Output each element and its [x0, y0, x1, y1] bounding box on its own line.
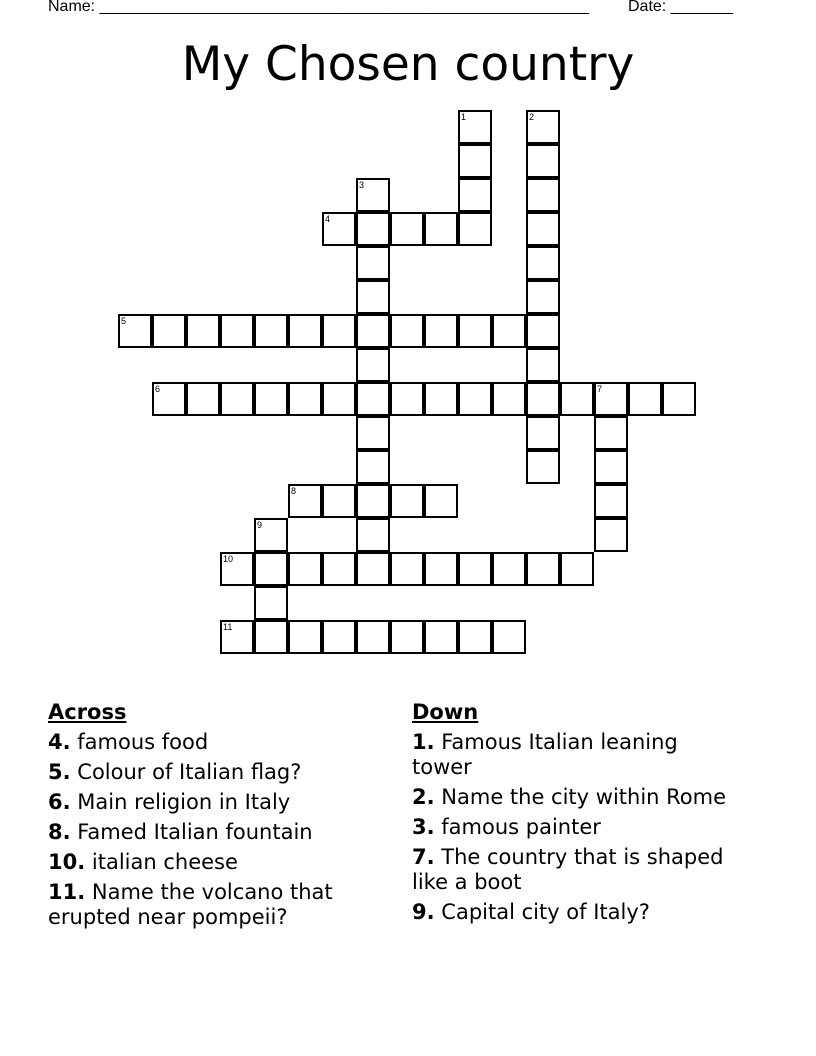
clue-text: The country that is shaped like a boot	[412, 845, 724, 894]
crossword-cell[interactable]	[458, 382, 492, 416]
crossword-cell[interactable]	[560, 552, 594, 586]
crossword-cell[interactable]	[322, 620, 356, 654]
crossword-cell[interactable]	[526, 314, 560, 348]
crossword-cell[interactable]	[458, 314, 492, 348]
crossword-cell[interactable]	[458, 552, 492, 586]
cell-number: 9	[257, 520, 263, 530]
crossword-cell[interactable]	[322, 484, 356, 518]
crossword-cell[interactable]	[152, 314, 186, 348]
clue-text: Name the city within Rome	[441, 785, 727, 809]
clue-across-8	[48, 820, 378, 845]
crossword-cell[interactable]	[424, 212, 458, 246]
clue-number: 9.	[412, 900, 435, 924]
crossword-cell[interactable]	[492, 620, 526, 654]
crossword-cell[interactable]	[356, 280, 390, 314]
clue-number: 5.	[48, 760, 71, 784]
clue-text: italian cheese	[91, 850, 238, 874]
crossword-cell[interactable]	[288, 620, 322, 654]
crossword-cell[interactable]	[220, 620, 254, 654]
crossword-cell[interactable]	[424, 382, 458, 416]
crossword-cell[interactable]	[356, 518, 390, 552]
down-clues	[412, 700, 742, 930]
cell-number: 1	[461, 112, 467, 122]
crossword-cell[interactable]	[594, 416, 628, 450]
down-heading: Down	[412, 700, 479, 724]
clue-across-11	[48, 880, 378, 930]
crossword-cell[interactable]	[322, 382, 356, 416]
clue-number: 1.	[412, 730, 435, 754]
crossword-cell[interactable]	[356, 314, 390, 348]
crossword-cell[interactable]	[628, 382, 662, 416]
crossword-cell[interactable]	[288, 484, 322, 518]
crossword-cell[interactable]	[458, 212, 492, 246]
crossword-cell[interactable]	[526, 110, 560, 144]
clue-text: famous painter	[441, 815, 601, 839]
crossword-cell[interactable]	[254, 382, 288, 416]
crossword-cell[interactable]	[492, 314, 526, 348]
cell-number: 4	[325, 214, 331, 224]
crossword-cell[interactable]	[288, 314, 322, 348]
clue-number: 7.	[412, 845, 435, 869]
clue-down-7	[412, 845, 742, 895]
clue-text: famous food	[77, 730, 209, 754]
crossword-cell[interactable]	[492, 382, 526, 416]
date-line: Date: _______	[628, 0, 733, 15]
crossword-cell[interactable]	[526, 212, 560, 246]
crossword-cell[interactable]	[254, 314, 288, 348]
cell-number: 7	[597, 384, 603, 394]
clue-text: Main religion in Italy	[77, 790, 291, 814]
clue-across-4	[48, 730, 378, 755]
crossword-cell[interactable]	[458, 144, 492, 178]
clue-number: 8.	[48, 820, 71, 844]
crossword-cell[interactable]	[424, 552, 458, 586]
crossword-cell[interactable]	[356, 348, 390, 382]
crossword-cell[interactable]	[526, 246, 560, 280]
cell-number: 11	[223, 622, 233, 632]
clue-text: Famous Italian leaning tower	[412, 730, 678, 779]
clue-text: Name the volcano that erupted near pompeii?	[48, 880, 333, 929]
clue-across-5	[48, 760, 378, 785]
crossword-cell[interactable]	[560, 382, 594, 416]
cell-number: 8	[291, 486, 297, 496]
crossword-cell[interactable]	[356, 178, 390, 212]
crossword-cell[interactable]	[424, 314, 458, 348]
crossword-cell[interactable]	[390, 484, 424, 518]
crossword-cell[interactable]	[288, 382, 322, 416]
crossword-cell[interactable]	[254, 518, 288, 552]
crossword-cell[interactable]	[356, 450, 390, 484]
crossword-cell[interactable]	[594, 518, 628, 552]
crossword-cell[interactable]	[356, 620, 390, 654]
crossword-cell[interactable]	[390, 212, 424, 246]
crossword-cell[interactable]	[390, 620, 424, 654]
crossword-cell[interactable]	[322, 314, 356, 348]
crossword-cell[interactable]	[458, 620, 492, 654]
crossword-cell[interactable]	[458, 178, 492, 212]
across-heading: Across	[48, 700, 127, 724]
crossword-cell[interactable]	[526, 552, 560, 586]
crossword-cell[interactable]	[390, 552, 424, 586]
cell-number: 3	[359, 180, 365, 190]
crossword-cell[interactable]	[526, 450, 560, 484]
clue-number: 6.	[48, 790, 71, 814]
crossword-cell[interactable]	[152, 382, 186, 416]
crossword-cell[interactable]	[288, 552, 322, 586]
crossword-cell[interactable]	[526, 144, 560, 178]
clue-number: 10.	[48, 850, 86, 874]
clue-down-9	[412, 900, 742, 925]
crossword-cell[interactable]	[356, 416, 390, 450]
clue-text: Famed Italian fountain	[77, 820, 313, 844]
cell-number: 10	[223, 554, 234, 564]
crossword-cell[interactable]	[458, 110, 492, 144]
clue-text: Capital city of Italy?	[441, 900, 650, 924]
crossword-cell[interactable]	[186, 314, 220, 348]
crossword-cell[interactable]	[356, 382, 390, 416]
crossword-cell[interactable]	[254, 552, 288, 586]
crossword-cell[interactable]	[254, 620, 288, 654]
crossword-cell[interactable]	[356, 552, 390, 586]
crossword-cell[interactable]	[424, 484, 458, 518]
clue-number: 3.	[412, 815, 435, 839]
across-clues	[48, 700, 378, 935]
crossword-cell[interactable]	[220, 314, 254, 348]
cell-number: 5	[121, 316, 127, 326]
crossword-cell[interactable]	[322, 552, 356, 586]
crossword-cell[interactable]	[356, 212, 390, 246]
clue-text: Colour of Italian flag?	[77, 760, 302, 784]
clue-down-1	[412, 730, 742, 780]
crossword-cell[interactable]	[526, 416, 560, 450]
crossword-cell[interactable]	[220, 552, 254, 586]
crossword-cell[interactable]	[594, 450, 628, 484]
crossword-cell[interactable]	[594, 382, 628, 416]
clue-down-2	[412, 785, 742, 810]
name-line: Name: _______________________________________________________	[48, 0, 589, 15]
crossword-cell[interactable]	[322, 212, 356, 246]
crossword-cell[interactable]	[526, 382, 560, 416]
clue-across-10	[48, 850, 378, 875]
crossword-cell[interactable]	[390, 382, 424, 416]
crossword-cell[interactable]	[356, 484, 390, 518]
crossword-cell[interactable]	[526, 178, 560, 212]
crossword-cell[interactable]	[356, 246, 390, 280]
crossword-cell[interactable]	[492, 552, 526, 586]
crossword-cell[interactable]	[424, 620, 458, 654]
crossword-cell[interactable]	[594, 484, 628, 518]
cell-number: 6	[155, 384, 161, 394]
crossword-cell[interactable]	[220, 382, 254, 416]
clue-number: 2.	[412, 785, 435, 809]
crossword-cell[interactable]	[186, 382, 220, 416]
crossword-cell[interactable]	[526, 280, 560, 314]
clue-down-3	[412, 815, 742, 840]
clue-across-6	[48, 790, 378, 815]
clue-number: 4.	[48, 730, 71, 754]
crossword-cell[interactable]	[662, 382, 696, 416]
clue-number: 11.	[48, 880, 86, 904]
crossword-cell[interactable]	[254, 586, 288, 620]
page-title: My Chosen country	[181, 37, 635, 92]
crossword-cell[interactable]	[526, 348, 560, 382]
crossword-cell[interactable]	[390, 314, 424, 348]
cell-number: 2	[529, 112, 535, 122]
crossword-cell[interactable]	[118, 314, 152, 348]
